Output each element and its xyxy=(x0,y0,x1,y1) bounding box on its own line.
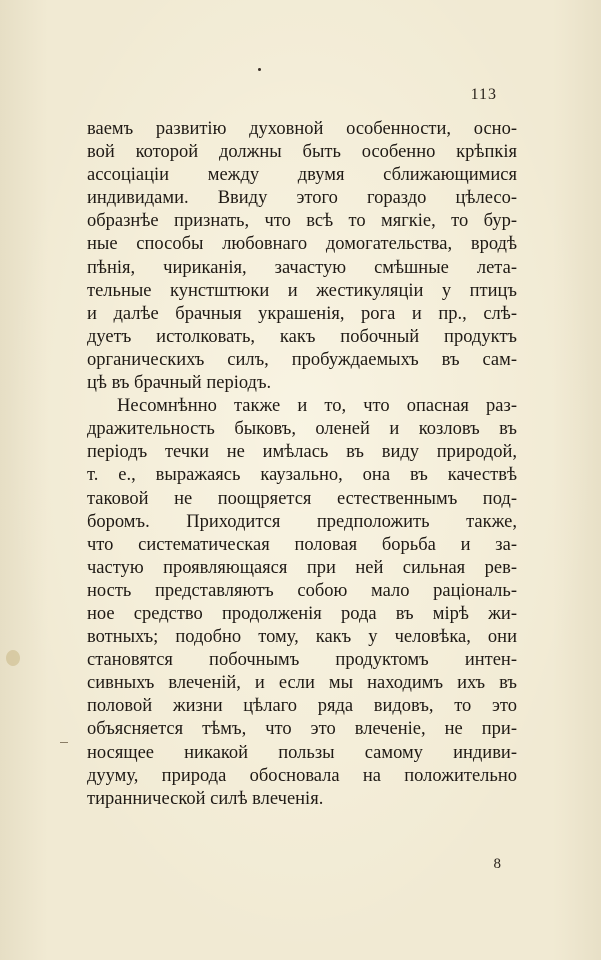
text-line: ваемъ развитію духовной особенности, осно- xyxy=(87,119,517,139)
text-line: половой жизни цѣлаго ряда видовъ, то это xyxy=(87,696,517,717)
text-line: тираннической силѣ влеченія. xyxy=(87,788,324,809)
text-line: частую проявляющаяся при ней сильная рев- xyxy=(87,557,517,578)
text-line: и далѣе брачныя украшенія, рога и пр., слѣ- xyxy=(87,303,517,324)
margin-mark xyxy=(60,742,68,743)
text-line: вой которой должны быть особенно крѣпкія xyxy=(87,142,517,163)
text-line: вотныхъ; подобно тому, какъ у человѣка, они xyxy=(87,627,517,648)
ink-speck xyxy=(258,68,261,71)
text-line: становятся побочнымъ продуктомъ интен- xyxy=(87,650,517,671)
text-line: т. е., выражаясь каузально, она въ качествѣ xyxy=(87,465,517,486)
text-line: Несомнѣнно также и то, что опасная раз- xyxy=(117,396,517,417)
text-line: ассоціаціи между двумя сближающимися xyxy=(87,165,517,186)
text-line: дуетъ истолковать, какъ побочный продуктъ xyxy=(87,326,517,347)
body-text xyxy=(87,118,517,811)
page-number: 113 xyxy=(470,86,497,103)
paper-stain xyxy=(6,650,20,666)
text-line: цѣ въ брачный періодъ. xyxy=(87,373,272,394)
text-line: ные способы любовнаго домогательства, вродѣ xyxy=(87,234,517,255)
text-line: сивныхъ влеченій, и если мы находимъ ихъ въ xyxy=(87,673,517,694)
text-line: боромъ. Приходится предположить также, xyxy=(87,511,517,532)
text-line: таковой не поощряется естественнымъ под- xyxy=(87,488,517,509)
text-line: ное средство продолженія рода въ мірѣ жи- xyxy=(87,603,517,624)
text-line: что систематическая половая борьба и за- xyxy=(87,534,517,555)
text-line: дражительность быковъ, оленей и козловъ въ xyxy=(87,419,517,440)
text-line: образнѣе признать, что всѣ то мягкіе, то бур- xyxy=(87,211,517,232)
text-line: органическихъ силъ, пробуждаемыхъ въ сам- xyxy=(87,349,517,370)
text-line: ность представляютъ собою мало раціональ- xyxy=(87,580,517,601)
text-line: объясняется тѣмъ, что это влеченіе, не при- xyxy=(87,719,517,740)
paragraph-2 xyxy=(87,395,517,811)
text-line: тельные кунстштюки и жестикуляціи у птицъ xyxy=(87,280,517,301)
text-line: дууму, природа обосновала на положительно xyxy=(87,765,517,786)
signature-mark: 8 xyxy=(493,856,501,872)
text-line: индивидами. Ввиду этого гораздо цѣлесо- xyxy=(87,188,517,209)
text-line: носящее никакой пользы самому индиви- xyxy=(87,742,517,763)
text-line: пѣнія, чириканія, зачастую смѣшные лета- xyxy=(87,257,517,278)
paragraph-1 xyxy=(87,118,517,395)
text-line: періодъ течки не имѣлась въ виду природой, xyxy=(87,442,517,463)
